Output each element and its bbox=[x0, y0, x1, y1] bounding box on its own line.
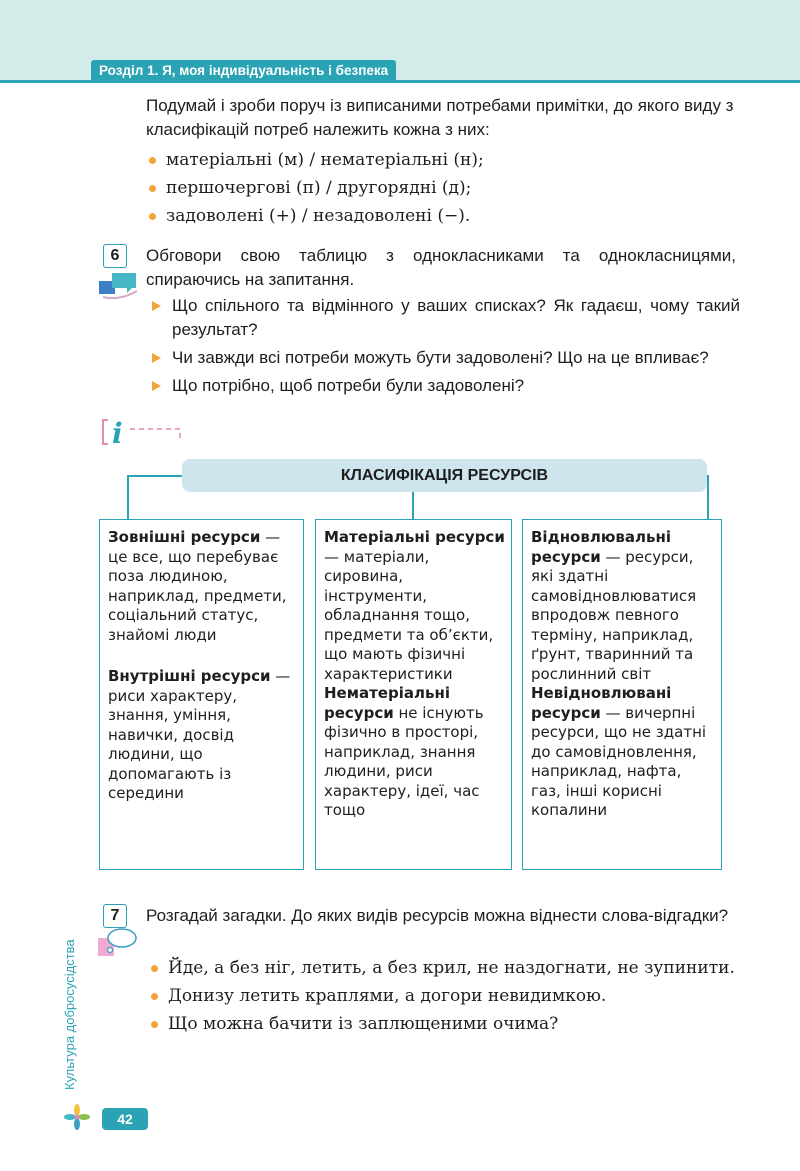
page-number: 42 bbox=[102, 1108, 148, 1130]
question-item: Що потрібно, щоб потреби були задоволені? bbox=[150, 374, 740, 398]
term-nonrenewable: Невідновлювані ресурси bbox=[531, 684, 672, 722]
info-letter: i bbox=[112, 417, 123, 447]
list-item: задоволені (+) / незадоволені (−). bbox=[146, 202, 484, 230]
riddles-list bbox=[148, 956, 738, 1040]
discussion-icon bbox=[99, 271, 141, 301]
riddle-item: Йде, а без ніг, летить, а без крил, не наздогнати, не зупинити. bbox=[148, 956, 738, 980]
term-external: Зовнішні ресурси bbox=[108, 528, 261, 546]
connector-center-v bbox=[412, 492, 414, 519]
term-internal-resources: Внутрішні ресурси bbox=[108, 667, 271, 685]
question-item: Що спільного та відмінного у ваших списках? Як гадаєш, чому такий результат? bbox=[150, 294, 740, 342]
task-6-text: Обговори свою таблицю з однокласниками та однокласницями, спираючись на запитання. bbox=[146, 246, 736, 289]
question-item: Чи завжди всі потреби можуть бути задоволені? Що на це впливає? bbox=[150, 346, 740, 370]
riddle-item: Донизу летить краплями, а догори невидимкою. bbox=[148, 984, 738, 1008]
def-internal: — риси характеру, знання, уміння, навички, досвід людини, що допомагають із середини bbox=[108, 667, 291, 802]
resource-box-material bbox=[315, 519, 512, 870]
def-material: — матеріали, сировина, інструменти, обладнання тощо, предмети та об’єкти, що мають фізичні характеристики bbox=[324, 547, 494, 683]
def-nonrenewable: — вичерпні ресурси, що не здатні до самовідновлення, наприклад, нафта, газ, інші корисні копалини bbox=[531, 703, 707, 819]
task-7-text: Розгадай загадки. До яких видів ресурсів можна віднести слова-відгадки? bbox=[146, 906, 729, 925]
task-number-7: 7 bbox=[103, 904, 127, 928]
list-item: першочергові (п) / другорядні (д); bbox=[146, 174, 484, 202]
resource-box-external-internal bbox=[99, 519, 304, 870]
connector-left-h bbox=[127, 475, 183, 477]
list-item: матеріальні (м) / нематеріальні (н); bbox=[146, 146, 484, 174]
term-renewable: Відновлювальні ресурси bbox=[531, 528, 672, 566]
discussion-questions bbox=[150, 294, 740, 402]
classification-title: КЛАСИФІКАЦІЯ РЕСУРСІВ bbox=[182, 459, 707, 492]
needs-classification-list bbox=[146, 146, 484, 230]
def-external: — це все, що перебуває поза людиною, наприклад, предмети, соціальний статус, знайомі люди bbox=[108, 528, 287, 644]
sidebar-label: Культура добросусідства bbox=[62, 939, 77, 1090]
chapter-tab: Розділ 1. Я, моя індивідуальність і безпека bbox=[91, 60, 396, 82]
flower-icon bbox=[64, 1104, 90, 1130]
def-nonmaterial: не існують фізично в просторі, наприклад, знання людини, риси характеру, ідеї, час тощо bbox=[324, 703, 484, 819]
intro-text: Подумай і зроби поруч із виписаними потребами примітки, до якого виду з класифікацій потреб належить кожна з них: bbox=[146, 96, 734, 139]
term-nonmaterial: Нематеріальні ресурси bbox=[324, 684, 450, 722]
resource-box-renewable bbox=[522, 519, 722, 870]
connector-right-v bbox=[707, 475, 709, 519]
thought-icon bbox=[98, 926, 140, 958]
info-icon bbox=[100, 417, 184, 447]
connector-left-v bbox=[127, 475, 129, 519]
def-renewable: — ресурси, які здатні самовідновлюватися впродовж певного терміну, наприклад, ґрунт, тваринний та рослинний світ bbox=[531, 547, 697, 683]
task-number-6: 6 bbox=[103, 244, 127, 268]
term-material: Матеріальні ресурси bbox=[324, 528, 505, 546]
riddle-item: Що можна бачити із заплющеними очима? bbox=[148, 1012, 738, 1036]
